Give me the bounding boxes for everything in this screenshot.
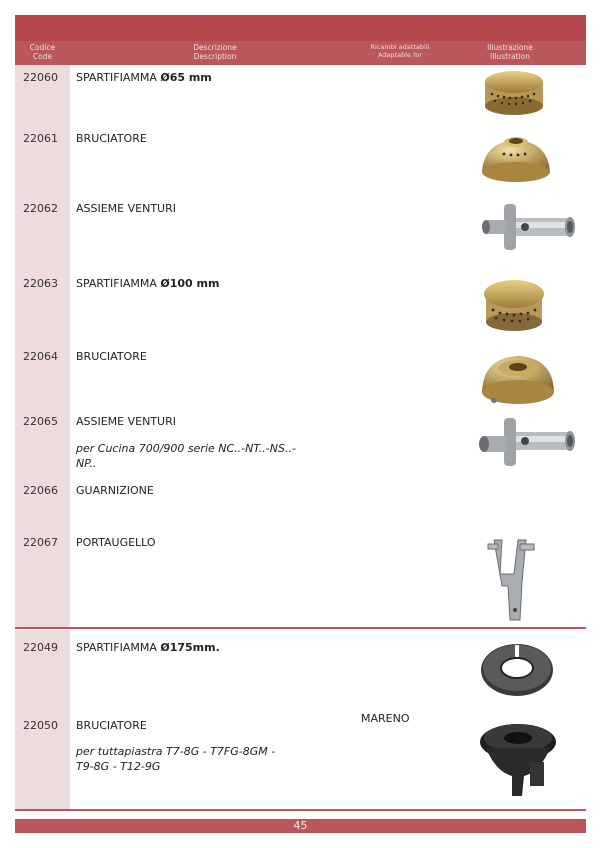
table-header <box>15 41 586 65</box>
item-code: 22050 <box>23 719 58 732</box>
item-code: 22063 <box>23 277 58 290</box>
item-description: SPARTIFIAMMA Ø175mm. <box>76 641 220 654</box>
item-code: 22049 <box>23 641 58 654</box>
page-number: 45 <box>293 819 308 832</box>
ring-flame-spreader-icon <box>478 640 556 702</box>
page-footer <box>15 819 586 833</box>
item-description: GUARNIZIONE <box>76 484 154 497</box>
burner-cap-icon <box>478 68 550 120</box>
item-description: ASSIEME VENTURI <box>76 415 176 428</box>
item-description: SPARTIFIAMMA Ø65 mm <box>76 71 212 84</box>
cast-iron-burner-icon <box>476 716 560 800</box>
item-code: 22061 <box>23 132 58 145</box>
header-code: Codice Code <box>29 43 56 61</box>
item-description: BRUCIATORE <box>76 719 147 732</box>
top-banner <box>15 15 586 41</box>
adaptable-brand: MARENO <box>361 712 410 725</box>
item-code: 22064 <box>23 350 58 363</box>
venturi-tube-icon <box>476 414 576 470</box>
nozzle-holder-icon <box>480 534 540 622</box>
item-code: 22067 <box>23 536 58 549</box>
item-description: BRUCIATORE <box>76 132 147 145</box>
item-description: ASSIEME VENTURI <box>76 202 176 215</box>
item-description: BRUCIATORE <box>76 350 147 363</box>
compatibility-note: per tuttapiastra T7-8G - T7FG-8GM - T9-8G - T12-9G <box>76 745 276 773</box>
item-code: 22060 <box>23 71 58 84</box>
brass-burner-icon <box>478 346 558 412</box>
item-code: 22062 <box>23 202 58 215</box>
table-bottom-line <box>15 809 586 811</box>
compatibility-note: per Cucina 700/900 serie NC..-NT..-NS..-NP.. <box>76 442 296 470</box>
venturi-tube-icon <box>478 200 578 252</box>
header-illustration: Illustrazione Illustration <box>487 43 533 61</box>
item-description: PORTAUGELLO <box>76 536 156 549</box>
item-code: 22065 <box>23 415 58 428</box>
item-description: SPARTIFIAMMA Ø100 mm <box>76 277 220 290</box>
brass-burner-icon <box>478 128 554 188</box>
header-description: Descrizione Description <box>193 43 237 61</box>
group-separator <box>15 627 586 629</box>
header-adaptable: Ricambi adattabili Adaptable for <box>370 43 430 59</box>
item-code: 22066 <box>23 484 58 497</box>
burner-cap-icon <box>478 274 550 336</box>
